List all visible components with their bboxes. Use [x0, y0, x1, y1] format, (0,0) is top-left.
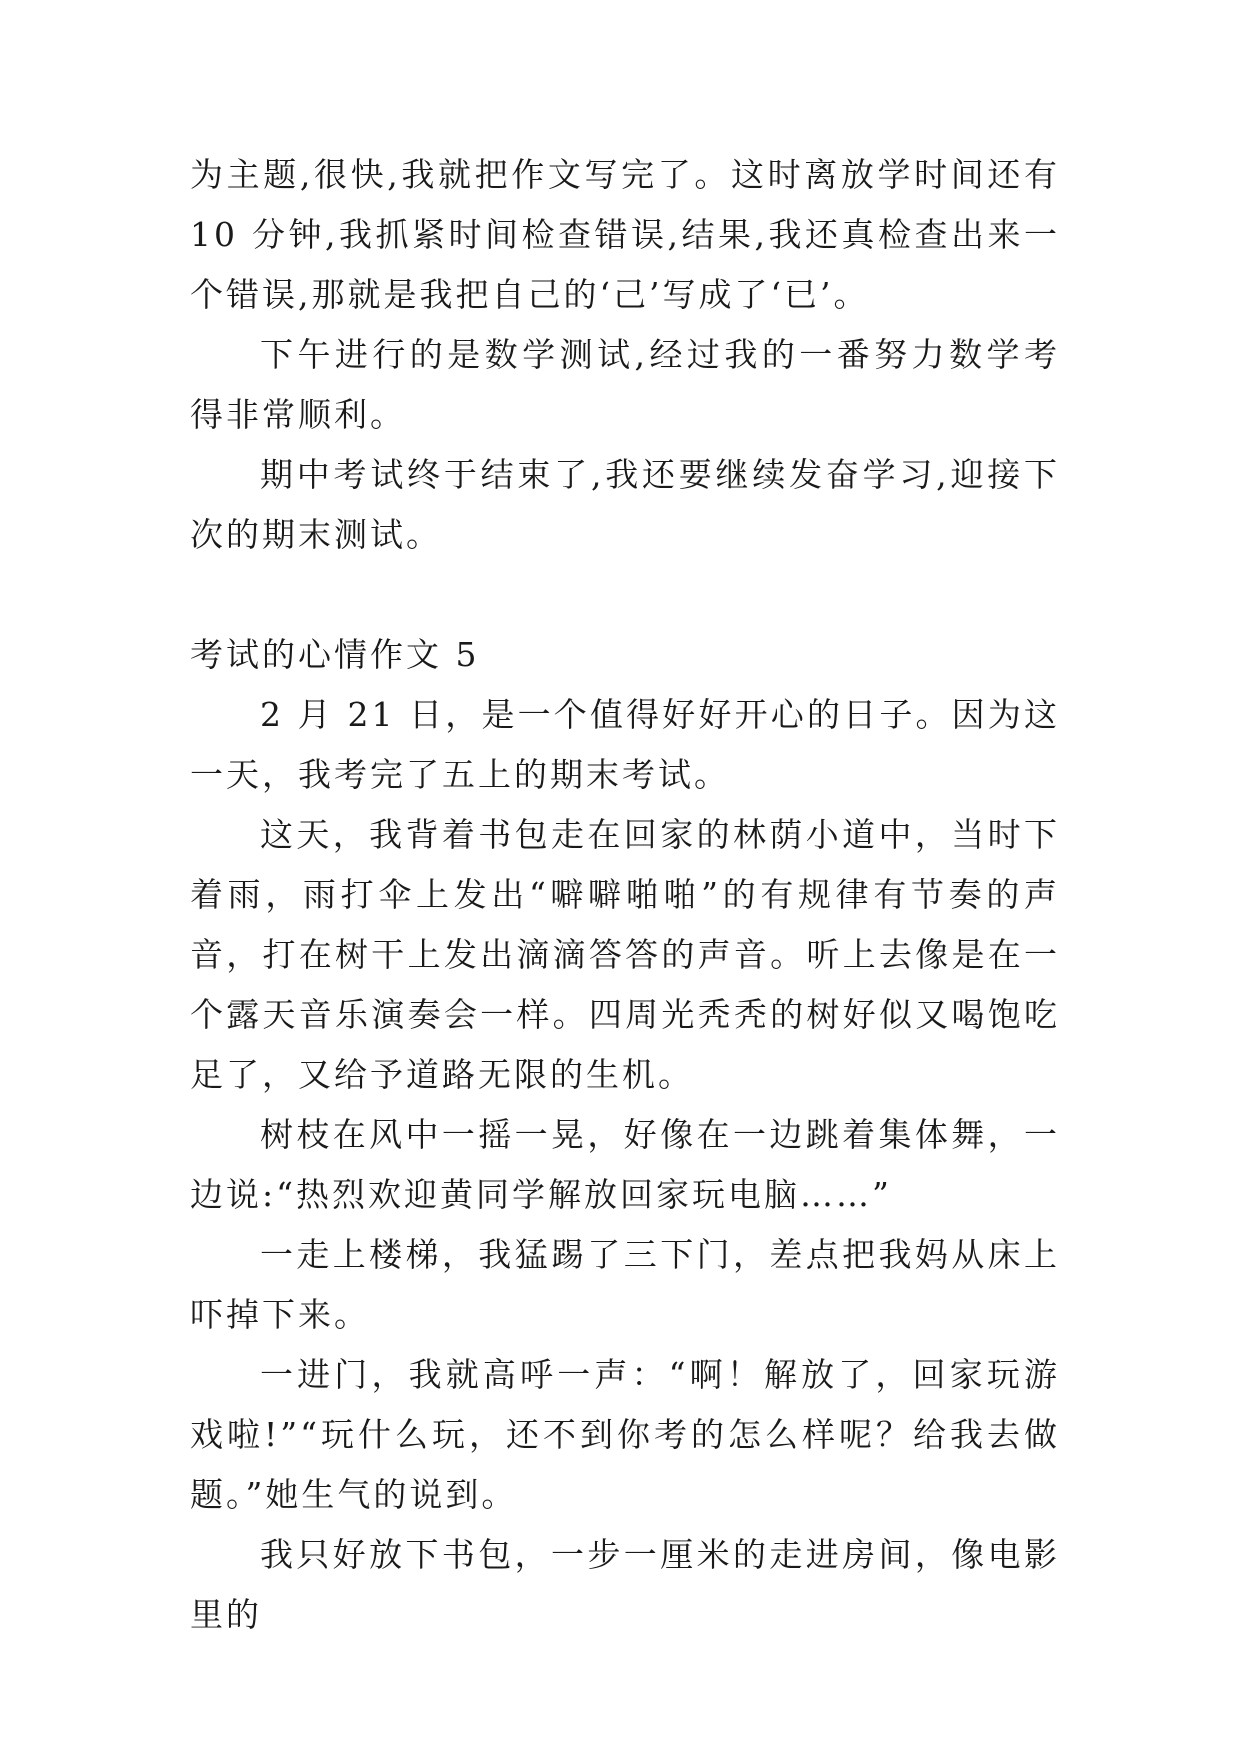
paragraph: 我只好放下书包，一步一厘米的走进房间，像电影里的: [190, 1535, 1060, 1634]
paragraph: 下午进行的是数学测试,经过我的一番努力数学考得非常顺利。: [190, 335, 1060, 434]
document-body: [190, 145, 1060, 1645]
paragraph: 一走上楼梯，我猛踢了三下门，差点把我妈从床上吓掉下来。: [190, 1235, 1060, 1334]
paragraph: 期中考试终于结束了,我还要继续发奋学习,迎接下次的期末测试。: [190, 455, 1060, 554]
paragraph: 一进门，我就高呼一声：“啊！解放了，回家玩游戏啦!”“玩什么玩，还不到你考的怎么样呢？给我去做题。”她生气的说到。: [190, 1355, 1060, 1514]
paragraph: 2 月 21 日，是一个值得好好开心的日子。因为这一天，我考完了五上的期末考试。: [190, 695, 1060, 794]
section-heading: 考试的心情作文 5: [190, 635, 480, 674]
paragraph: 树枝在风中一摇一晃，好像在一边跳着集体舞，一边说:“热烈欢迎黄同学解放回家玩电脑……”: [190, 1115, 1060, 1214]
paragraph-continuation: 为主题,很快,我就把作文写完了。这时离放学时间还有 10 分钟,我抓紧时间检查错误,结果,我还真检查出来一个错误,那就是我把自己的‘己’写成了‘已’。: [190, 155, 1060, 314]
paragraph: 这天，我背着书包走在回家的林荫小道中，当时下着雨，雨打伞上发出“噼噼啪啪”的有规律有节奏的声音，打在树干上发出滴滴答答的声音。听上去像是在一个露天音乐演奏会一样。四周光秃秃的树好似又喝饱吃足了，又给予道路无限的生机。: [190, 815, 1060, 1094]
